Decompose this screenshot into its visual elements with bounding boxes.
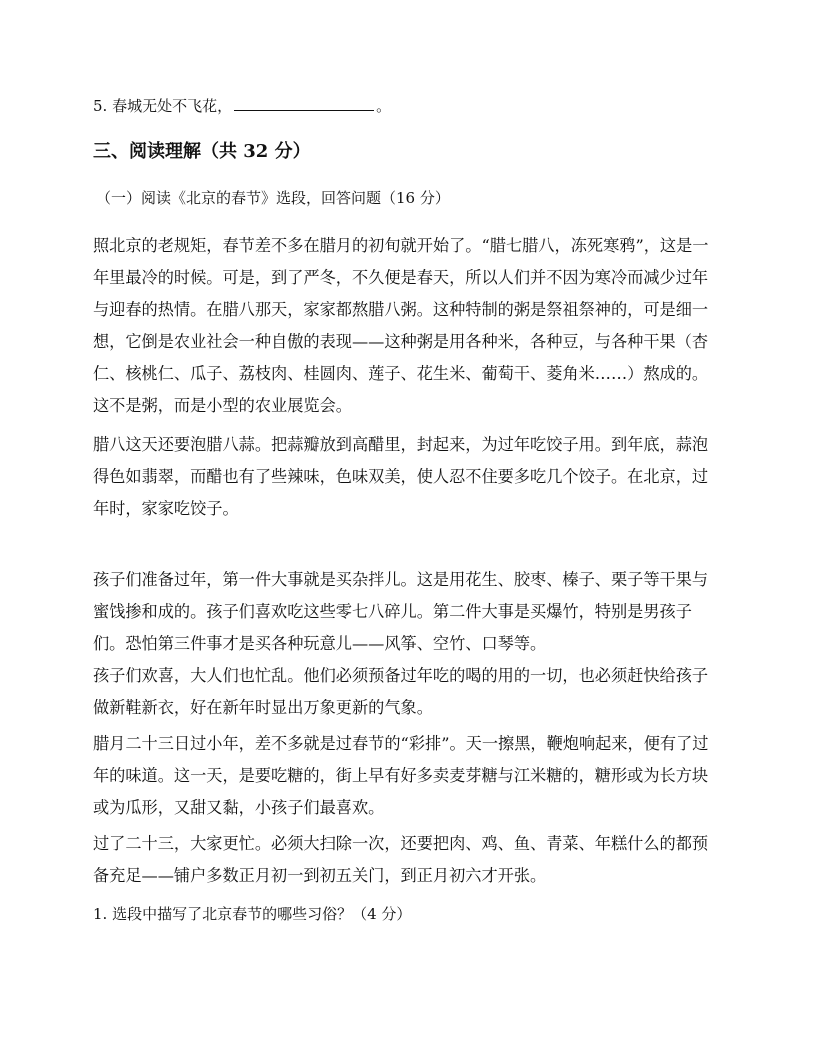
question-1: 1. 选段中描写了北京春节的哪些习俗？（4 分） <box>93 905 412 923</box>
question-5-end: 。 <box>376 97 392 115</box>
passage-heading: （一）阅读《北京的春节》选段，回答问题（16 分） <box>96 189 450 207</box>
paragraph-4: 孩子们欢喜，大人们也忙乱。他们必须预备过年吃的喝的用的一切，也必须赶快给孩子做新鞋新衣，好在新年时显出万象更新的气象。 <box>93 666 709 717</box>
question-5-text: 5. 春城无处不飞花， <box>93 97 233 115</box>
paragraph-2: 腊八这天还要泡腊八蒜。把蒜瓣放到高醋里，封起来，为过年吃饺子用。到年底，蒜泡得色如翡翠，而醋也有了些辣味，色味双美，使人忍不住要多吃几个饺子。在北京，过年时，家家吃饺子。 <box>93 435 709 518</box>
section-title: 三、阅读理解（共 32 分） <box>93 141 311 162</box>
paragraph-6: 过了二十三，大家更忙。必须大扫除一次，还要把肉、鸡、鱼、青菜、年糕什么的都预备充足——铺户多数正月初一到初五关门，到正月初六才开张。 <box>93 834 709 885</box>
paragraph-5: 腊月二十三日过小年，差不多就是过春节的“彩排”。天一擦黑，鞭炮响起来，便有了过年的味道。这一天，是要吃糖的，街上早有好多卖麦芽糖与江米糖的，糖形或为长方块或为瓜形，又甜又黏，小孩子们最喜欢。 <box>93 734 709 817</box>
question-5 <box>93 96 391 116</box>
paragraph-3: 孩子们准备过年，第一件大事就是买杂拌儿。这是用花生、胶枣、榛子、栗子等干果与蜜饯掺和成的。孩子们喜欢吃这些零七八碎儿。第二件大事是买爆竹，特别是男孩子们。恐怕第三件事才是买各种玩意儿——风筝、空竹、口琴等。 <box>93 570 709 653</box>
paragraph-1: 照北京的老规矩，春节差不多在腊月的初旬就开始了。“腊七腊八，冻死寒鸦”，这是一年里最冷的时候。可是，到了严冬，不久便是春天，所以人们并不因为寒冷而减少过年与迎春的热情。在腊八那天，家家都熬腊八粥。这种特制的粥是祭祖祭神的，可是细一想，它倒是农业社会一种自傲的表现——这种粥是用各种米，各种豆，与各种干果（杏仁、核桃仁、瓜子、荔枝肉、桂圆肉、莲子、花生米、葡萄干、菱角米……）熬成的。这不是粥，而是小型的农业展览会。 <box>93 236 709 415</box>
answer-blank[interactable] <box>234 96 374 111</box>
